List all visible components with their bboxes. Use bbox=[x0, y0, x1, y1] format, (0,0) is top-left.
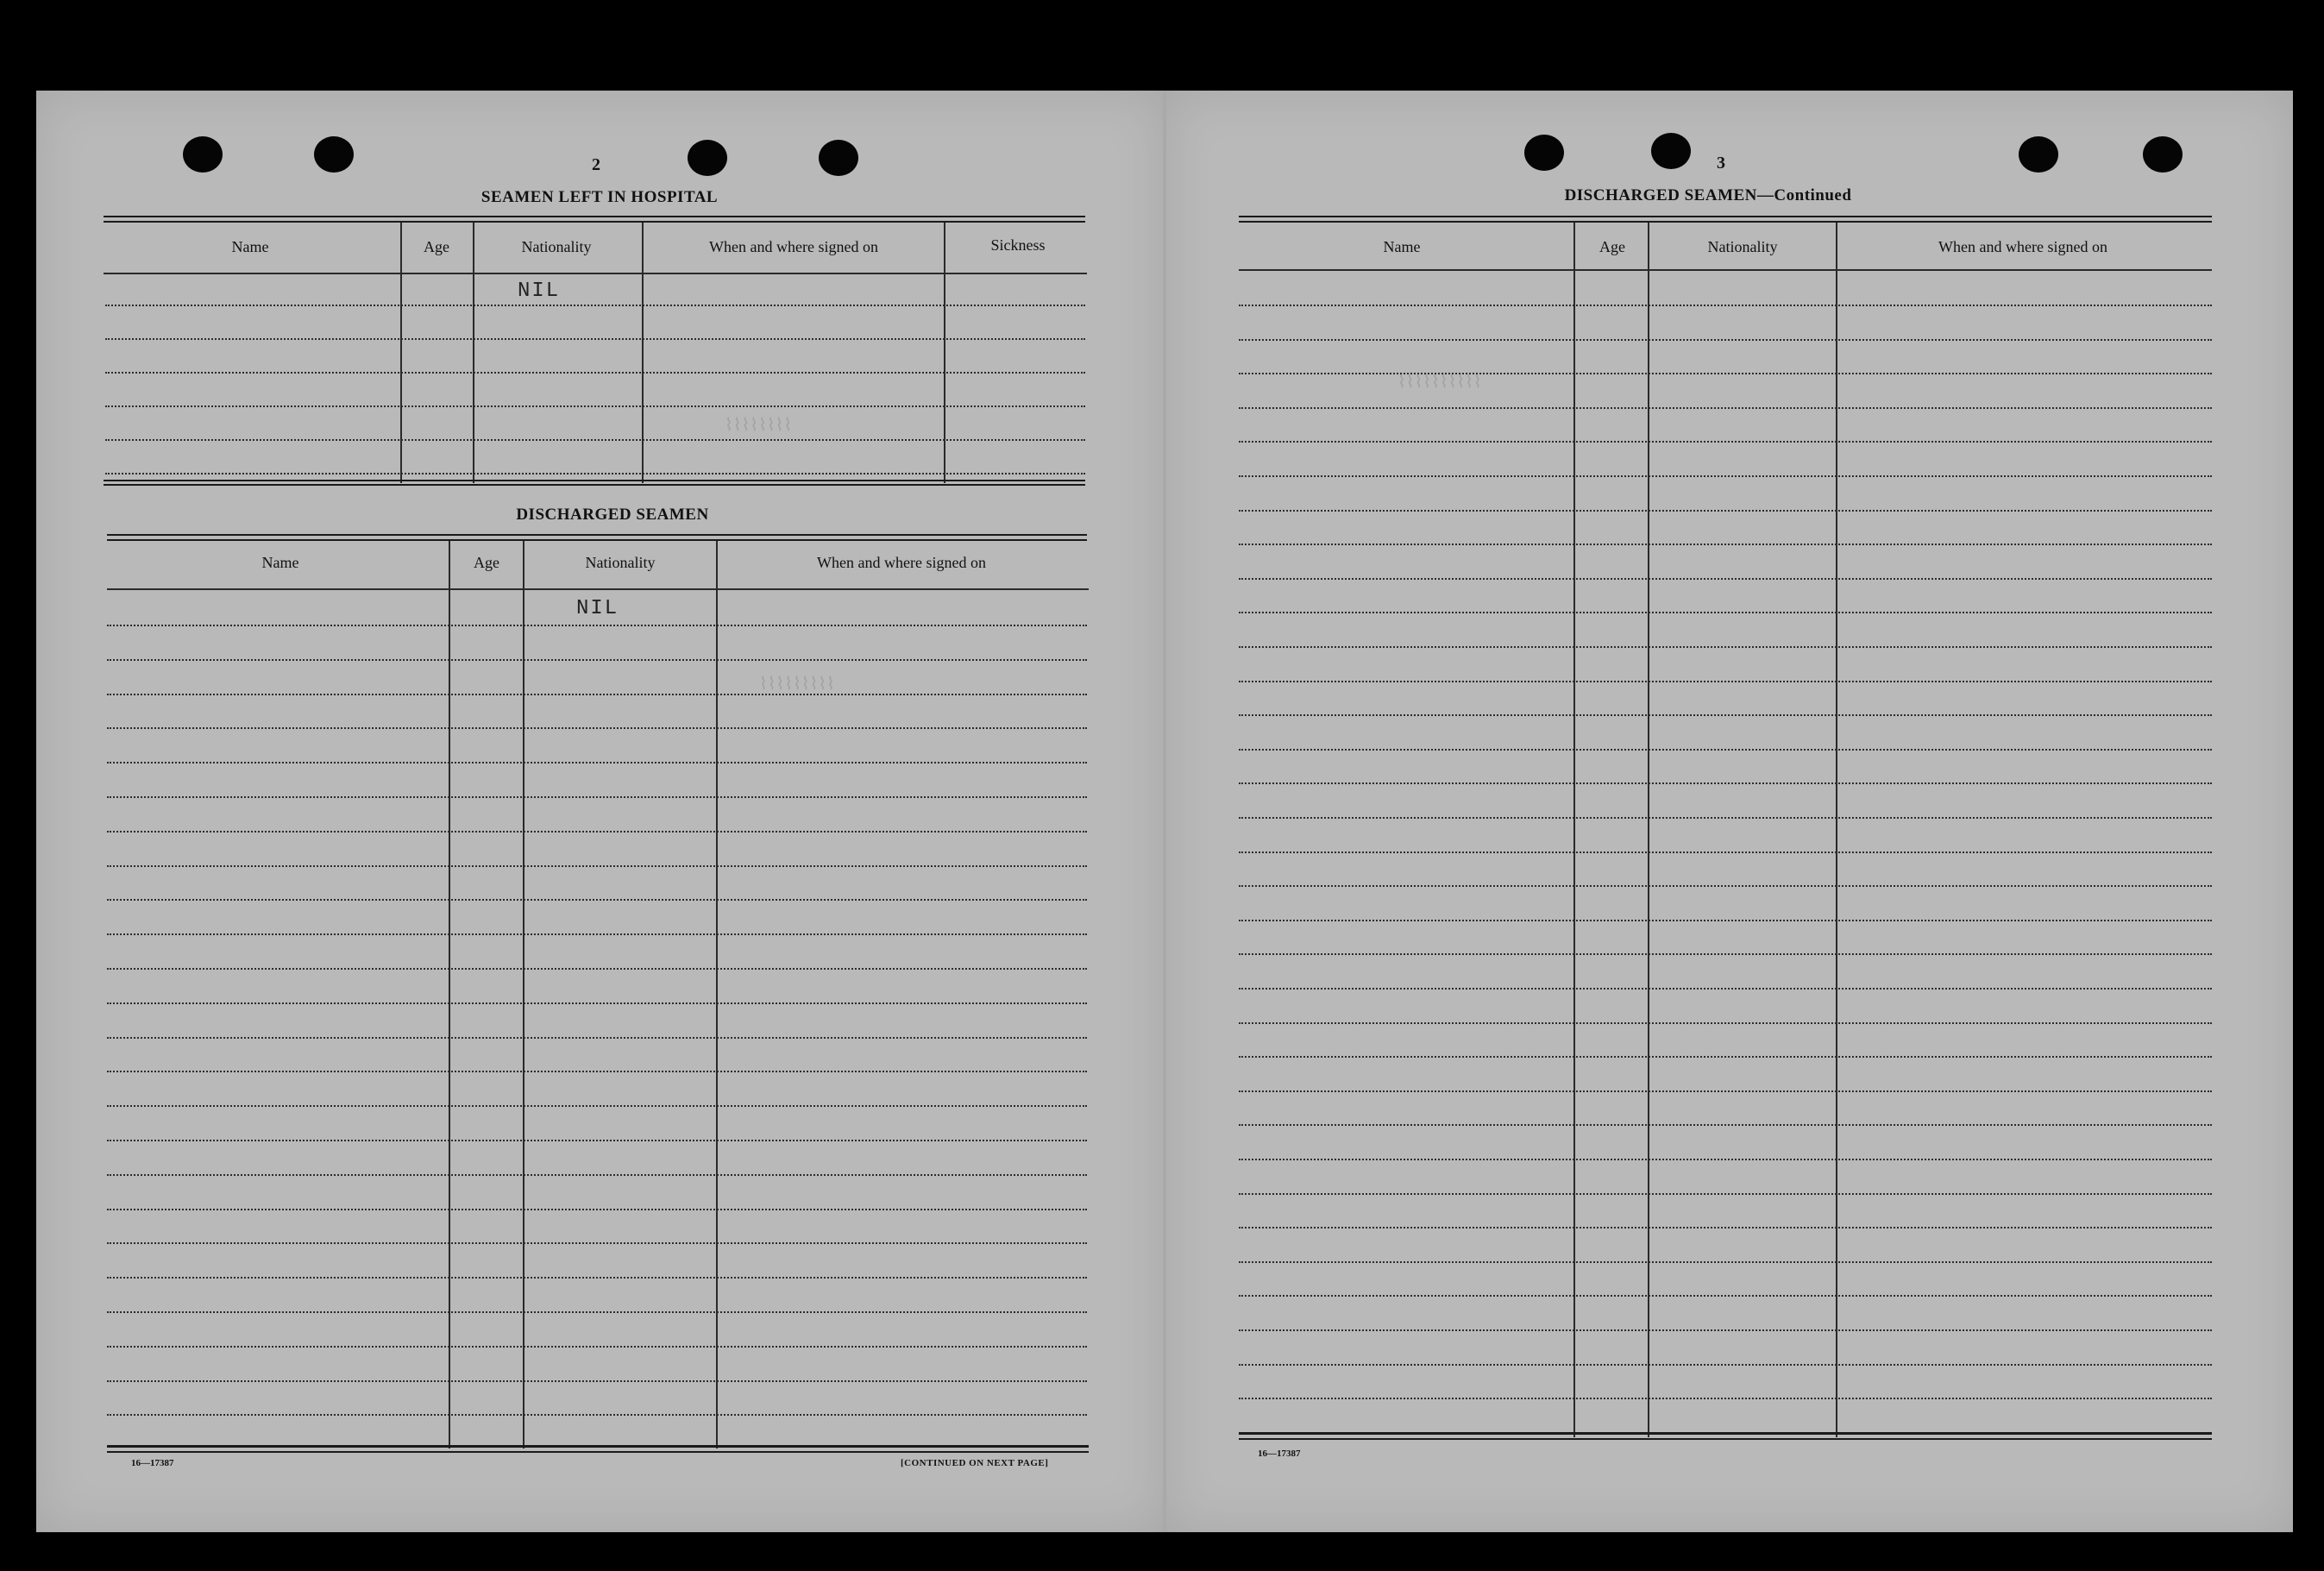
table-row bbox=[1239, 475, 2212, 477]
table-row bbox=[1239, 339, 2212, 341]
table-row bbox=[107, 1071, 1087, 1072]
table-row bbox=[1239, 1398, 2212, 1399]
table-row bbox=[105, 338, 1085, 340]
table-row bbox=[105, 405, 1085, 407]
punch-hole bbox=[2143, 136, 2183, 173]
table-row bbox=[105, 372, 1085, 374]
col-header-name: Name bbox=[261, 554, 299, 571]
form-number: 16—17387 bbox=[1258, 1448, 1301, 1459]
discharged-continued-title bbox=[1501, 186, 1915, 205]
table-row bbox=[107, 1277, 1087, 1279]
col-header-nationality: Nationality bbox=[585, 554, 656, 571]
title-main: DISCHARGED SEAMEN bbox=[1564, 186, 1757, 204]
page-gutter bbox=[1163, 91, 1166, 1532]
table-row bbox=[1239, 782, 2212, 784]
table-row bbox=[1239, 578, 2212, 580]
table-row bbox=[1239, 851, 2212, 853]
table-row bbox=[107, 659, 1087, 661]
table-row bbox=[107, 1140, 1087, 1141]
continued-note: [CONTINUED ON NEXT PAGE] bbox=[901, 1458, 1049, 1468]
page-number: 2 bbox=[592, 155, 600, 174]
table-row bbox=[107, 762, 1087, 764]
col-header-name: Name bbox=[231, 238, 269, 255]
col-header-sickness: Sickness bbox=[990, 236, 1046, 254]
hospital-section-title: SEAMEN LEFT IN HOSPITAL bbox=[481, 188, 719, 206]
table-row bbox=[107, 1209, 1087, 1210]
table-row bbox=[1239, 1056, 2212, 1058]
table-row bbox=[1239, 544, 2212, 545]
table-row bbox=[107, 1311, 1087, 1313]
punch-hole bbox=[1651, 133, 1691, 169]
table-row bbox=[105, 439, 1085, 441]
punch-hole bbox=[1524, 135, 1564, 171]
punch-hole bbox=[314, 136, 354, 173]
table-row bbox=[107, 933, 1087, 935]
table-row bbox=[1239, 612, 2212, 613]
page-number: 3 bbox=[1717, 154, 1725, 173]
bleed-through: ⌇⌇⌇⌇⌇⌇⌇⌇⌇⌇ bbox=[1398, 374, 1482, 393]
bleed-through: ⌇⌇⌇⌇⌇⌇⌇⌇⌇ bbox=[759, 676, 835, 695]
col-header-name: Name bbox=[1383, 238, 1421, 255]
table-row bbox=[107, 625, 1087, 626]
table-row bbox=[1239, 953, 2212, 955]
table-row bbox=[107, 1380, 1087, 1382]
table-row bbox=[105, 473, 1085, 474]
col-header-signed-on: When and where signed on bbox=[817, 554, 986, 571]
table-row bbox=[107, 1346, 1087, 1348]
table-row bbox=[1239, 373, 2212, 374]
table-row bbox=[107, 899, 1087, 901]
table-row bbox=[1239, 646, 2212, 648]
right-page bbox=[1165, 91, 2293, 1532]
col-header-signed-on: When and where signed on bbox=[1938, 238, 2107, 255]
col-header-age: Age bbox=[474, 554, 499, 571]
col-header-nationality: Nationality bbox=[1707, 238, 1778, 255]
table-row bbox=[1239, 749, 2212, 751]
bleed-through: ⌇⌇⌇⌇⌇⌇⌇⌇ bbox=[725, 417, 793, 437]
col-header-nationality: Nationality bbox=[521, 238, 592, 255]
punch-hole bbox=[819, 140, 858, 176]
discharged-nil-entry: NIL bbox=[576, 597, 619, 620]
punch-hole bbox=[183, 136, 223, 173]
table-row bbox=[1239, 1022, 2212, 1024]
table-row bbox=[1239, 407, 2212, 409]
col-header-age: Age bbox=[424, 238, 449, 255]
table-row bbox=[1239, 1090, 2212, 1092]
table-row bbox=[1239, 681, 2212, 682]
left-page bbox=[36, 91, 1165, 1532]
form-number: 16—17387 bbox=[131, 1458, 174, 1468]
table-row bbox=[1239, 1329, 2212, 1331]
table-row bbox=[1239, 1364, 2212, 1366]
table-row bbox=[1239, 988, 2212, 990]
title-suffix: —Continued bbox=[1756, 186, 1852, 204]
table-row bbox=[107, 1174, 1087, 1176]
table-row bbox=[105, 305, 1085, 306]
table-row bbox=[107, 831, 1087, 833]
table-row bbox=[107, 1037, 1087, 1039]
discharged-section-title: DISCHARGED SEAMEN bbox=[516, 506, 709, 524]
table-row bbox=[1239, 1159, 2212, 1160]
table-row bbox=[1239, 441, 2212, 443]
punch-hole bbox=[688, 140, 727, 176]
table-row bbox=[107, 1105, 1087, 1107]
table-row bbox=[1239, 1227, 2212, 1229]
table-row bbox=[107, 796, 1087, 798]
table-row bbox=[107, 968, 1087, 970]
hospital-nil-entry: NIL bbox=[518, 280, 561, 303]
table-row bbox=[1239, 510, 2212, 512]
table-row bbox=[107, 1242, 1087, 1244]
table-row bbox=[107, 865, 1087, 867]
table-row bbox=[1239, 885, 2212, 887]
table-row bbox=[107, 694, 1087, 695]
col-header-age: Age bbox=[1599, 238, 1625, 255]
table-row bbox=[1239, 1124, 2212, 1126]
table-row bbox=[1239, 1261, 2212, 1263]
table-row bbox=[107, 727, 1087, 729]
table-row bbox=[1239, 305, 2212, 306]
table-row bbox=[107, 1002, 1087, 1004]
punch-hole bbox=[2019, 136, 2058, 173]
table-row bbox=[1239, 1193, 2212, 1195]
table-row bbox=[1239, 714, 2212, 716]
table-row bbox=[1239, 817, 2212, 819]
col-header-signed-on: When and where signed on bbox=[709, 238, 878, 255]
table-row bbox=[1239, 1295, 2212, 1297]
table-row bbox=[107, 1414, 1087, 1416]
table-row bbox=[1239, 920, 2212, 921]
